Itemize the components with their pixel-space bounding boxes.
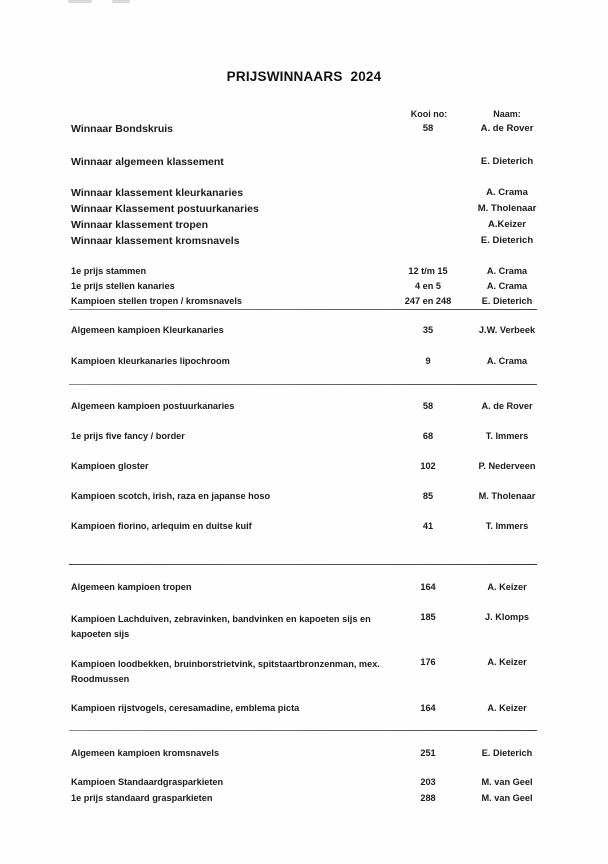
winner-name: A. Keizer <box>487 582 527 592</box>
winner-name: A. de Rover <box>481 401 533 411</box>
cage-number: 288 <box>420 793 436 803</box>
section-divider <box>69 730 537 731</box>
section-divider <box>69 309 537 310</box>
winner-name: A. Crama <box>486 356 528 366</box>
cage-number: 41 <box>422 521 434 531</box>
prize-label: 1e prijs five fancy / border <box>71 431 185 441</box>
prize-label: Winnaar algemeen klassement <box>71 156 224 168</box>
winner-name: P. Nederveen <box>478 461 536 471</box>
cage-number: 203 <box>420 777 436 787</box>
section-divider <box>69 384 537 385</box>
prize-label: Kampioen Standaardgrasparkieten <box>71 777 224 787</box>
winner-name: A. Keizer <box>487 703 527 713</box>
cage-number: 35 <box>422 325 434 335</box>
winner-name: J.W. Verbeek <box>478 325 536 335</box>
prize-label: Winnaar Bondskruis <box>71 123 174 135</box>
cage-number: 58 <box>422 123 434 134</box>
winner-name: E. Dieterich <box>481 748 533 758</box>
column-header-kooi: Kooi no: <box>410 109 448 119</box>
prize-label: 1e prijs stellen kanaries <box>71 281 175 291</box>
winner-name: M. van Geel <box>481 777 533 787</box>
winner-name: A. Keizer <box>487 657 527 667</box>
prize-label: Kampioen kleurkanaries lipochroom <box>71 356 230 366</box>
winner-name: A. Crama <box>486 187 528 198</box>
cage-number: 102 <box>420 461 436 471</box>
prize-label: Algemeen kampioen tropen <box>71 582 192 592</box>
prize-label: Kampioen loodbekken, bruinborstrietvink, spitstaartbronzenman, mex. Roodmussen <box>71 659 380 684</box>
cage-number: 164 <box>420 582 436 592</box>
winner-name: M. Tholenaar <box>478 491 536 501</box>
winner-name: A. Crama <box>486 266 528 276</box>
prize-label: Winnaar klassement tropen <box>71 219 209 231</box>
cage-number: 12 t/m 15 <box>408 266 448 276</box>
cage-number: 251 <box>420 748 436 758</box>
winner-name: E. Dieterich <box>481 296 533 306</box>
prize-label: Kampioen gloster <box>71 461 149 471</box>
cage-number: 68 <box>422 431 434 441</box>
title-text: PRIJSWINNAARS 2024 <box>226 69 382 84</box>
winner-name: E. Dieterich <box>480 235 534 246</box>
winner-name: T. Immers <box>485 431 529 441</box>
section-divider <box>69 564 537 565</box>
cage-number: 185 <box>420 612 436 622</box>
cage-number: 247 en 248 <box>404 296 452 306</box>
cage-number: 176 <box>420 657 436 667</box>
scan-artifact <box>112 0 130 3</box>
winner-name: M. van Geel <box>481 793 533 803</box>
prize-label: Winnaar klassement kromsnavels <box>71 235 240 247</box>
winner-name: A. de Rover <box>480 123 534 134</box>
cage-number: 85 <box>422 491 434 501</box>
prize-label: Kampioen fiorino, arlequim en duitse kuif <box>71 521 252 531</box>
prize-label: Kampioen stellen tropen / kromsnavels <box>71 296 243 306</box>
prize-label: Kampioen rijstvogels, ceresamadine, emblema picta <box>71 703 300 713</box>
scan-artifact <box>68 0 92 3</box>
prize-label: 1e prijs stammen <box>71 266 147 276</box>
winner-name: J. Klomps <box>485 612 529 622</box>
winner-name: A.Keizer <box>487 219 526 230</box>
prize-label: Kampioen scotch, irish, raza en japanse hoso <box>71 491 271 501</box>
winner-name: A. Crama <box>486 281 528 291</box>
winner-name: E. Dieterich <box>480 156 534 167</box>
prize-label: Winnaar klassement kleurkanaries <box>71 187 244 199</box>
cage-number: 9 <box>425 356 431 366</box>
winner-name: M. Tholenaar <box>477 203 537 214</box>
prize-label: 1e prijs standaard grasparkieten <box>71 793 213 803</box>
winner-name: T. Immers <box>485 521 529 531</box>
page-title <box>0 69 608 84</box>
cage-number: 58 <box>422 401 434 411</box>
prize-label: Algemeen kampioen kromsnavels <box>71 748 220 758</box>
cage-number: 164 <box>420 703 436 713</box>
prize-label: Winnaar Klassement postuurkanaries <box>71 203 259 215</box>
prize-label: Kampioen Lachduiven, zebravinken, bandvinken en kapoeten sijs en kapoeten sijs <box>71 614 371 639</box>
column-header-naam: Naam: <box>493 109 521 119</box>
cage-number: 4 en 5 <box>414 281 442 291</box>
prize-label: Algemeen kampioen postuurkanaries <box>71 401 235 411</box>
prize-label: Algemeen kampioen Kleurkanaries <box>71 325 224 335</box>
